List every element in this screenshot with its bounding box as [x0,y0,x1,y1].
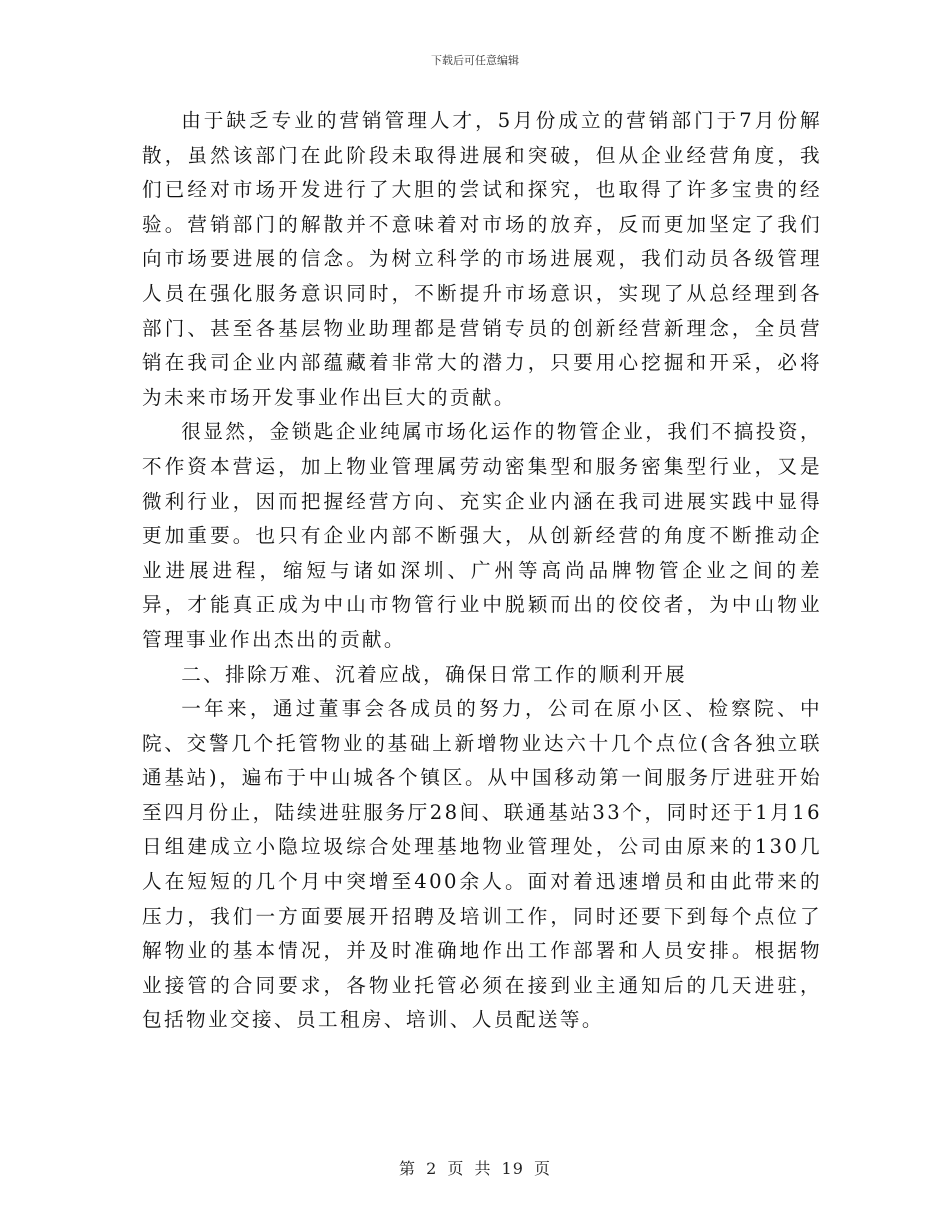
paragraph-marketing: 由于缺乏专业的营销管理人才，5月份成立的营销部门于7月份解散，虽然该部门在此阶段未取得进展和突破，但从企业经营角度，我们已经对市场开发进行了大胆的尝试和探究，也取得了许多宝贵的经验。营销部门的解散并不意味着对市场的放弃，反而更加坚定了我们向市场要进展的信念。为树立科学的市场进展观，我们动员各级管理人员在强化服务意识同时，不断提升市场意识，实现了从总经理到各部门、甚至各基层物业助理都是营销专员的创新经营新理念，全员营销在我司企业内部蕴藏着非常大的潜力，只要用心挖掘和开采，必将为未来市场开发事业作出巨大的贡献。 [142,109,822,409]
page-header: 下载后可任意编辑 [431,54,519,67]
paragraph-business-direction: 很显然，金锁匙企业纯属市场化运作的物管企业，我们不搞投资，不作资本营运，加上物业管理属劳动密集型和服务密集型行业，又是微利行业，因而把握经营方向、充实企业内涵在我司进展实践中显得更加重要。也只有企业内部不断强大，从创新经营的角度不断推动企业进展进程，缩短与诸如深圳、广州等高尚品牌物管企业之间的差异，才能真正成为中山市物管行业中脱颖而出的佼佼者，为中山物业管理事业作出杰出的贡献。 [142,420,822,651]
paragraph-daily-work: 一年来，通过董事会各成员的努力，公司在原小区、检察院、中院、交警几个托管物业的基础上新增物业达六十几个点位(含各独立联通基站)，遍布于中山城各个镇区。从中国移动第一间服务厅进驻开始至四月份止，陆续进驻服务厅28间、联通基站33个，同时还于1月16日组建成立小隐垃圾综合处理基地物业管理处，公司由原来的130几人在短短的几个月中突增至400余人。面对着迅速增员和由此带来的压力，我们一方面要展开招聘及培训工作，同时还要下到每个点位了解物业的基本情况，并及时准确地作出工作部署和人员安排。根据物业接管的合同要求，各物业托管必须在接到业主通知后的几天进驻，包括物业交接、员工租房、培训、人员配送等。 [142,697,822,1032]
section-heading: 二、排除万难、沉着应战，确保日常工作的顺利开展 [181,662,688,686]
page-number: 第 2 页 共 19 页 [399,1159,551,1178]
document-body [142,104,822,1038]
